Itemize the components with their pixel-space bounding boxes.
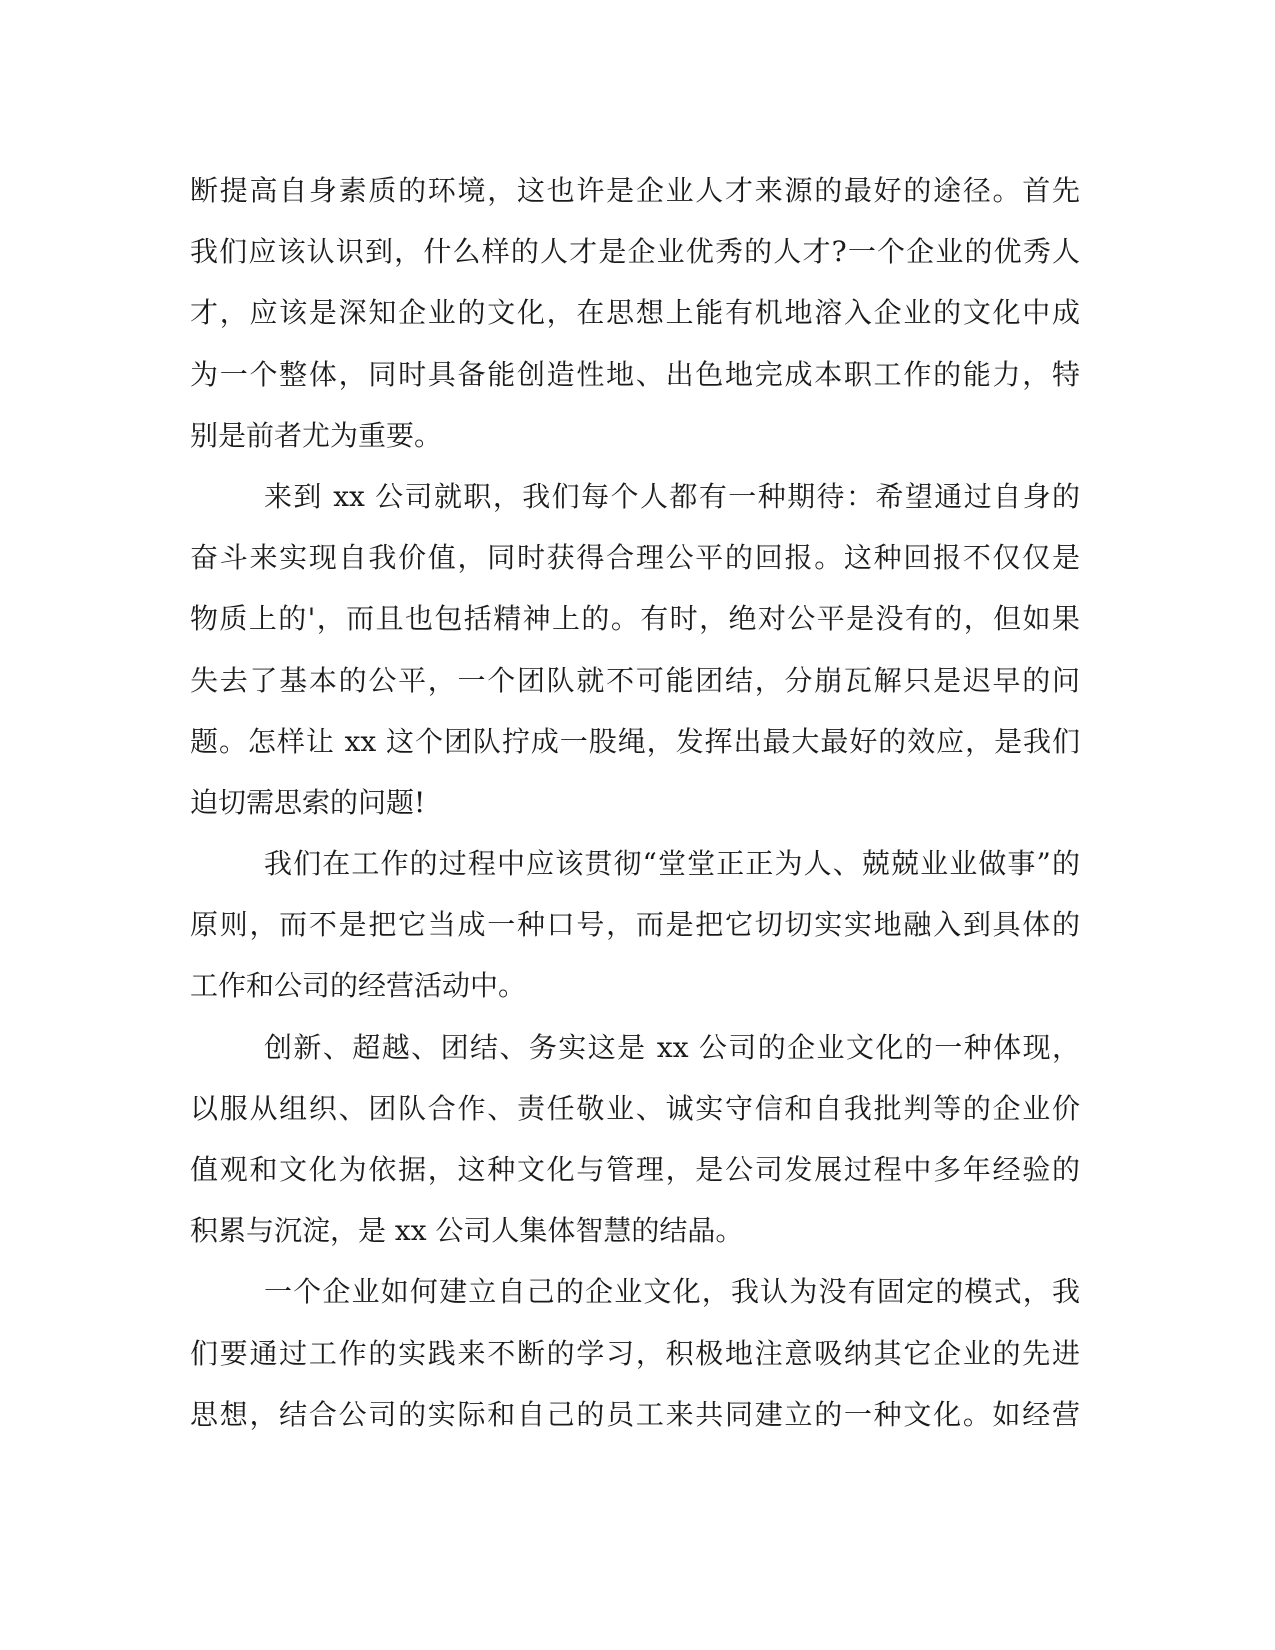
- text-line: 物质上的'，而且也包括精神上的。有时，绝对公平是没有的，但如果: [190, 602, 1080, 636]
- text-line: 为一个整体，同时具备能创造性地、出色地完成本职工作的能力，特: [190, 357, 1080, 391]
- text-line: 题。怎样让 xx 这个团队拧成一股绳，发挥出最大最好的效应，是我们: [190, 724, 1080, 758]
- text-line: 原则，而不是把它当成一种口号，而是把它切切实实地融入到具体的: [190, 908, 1080, 942]
- text-line-indented: 来到 xx 公司就职，我们每个人都有一种期待：希望通过自身的: [264, 479, 1080, 513]
- body-text: [190, 160, 1080, 1445]
- text-line: 别是前者尤为重要。: [190, 418, 443, 452]
- text-line: 们要通过工作的实践来不断的学习，积极地注意吸纳其它企业的先进: [190, 1336, 1080, 1370]
- text-line-indented: 一个企业如何建立自己的企业文化，我认为没有固定的模式，我: [264, 1275, 1080, 1309]
- text-line: 才，应该是深知企业的文化，在思想上能有机地溶入企业的文化中成: [190, 296, 1080, 330]
- text-line: 奋斗来实现自我价值，同时获得合理公平的回报。这种回报不仅仅是: [190, 541, 1080, 575]
- text-line: 以服从组织、团队合作、责任敬业、诚实守信和自我批判等的企业价: [190, 1091, 1080, 1125]
- text-line: 我们应该认识到，什么样的人才是企业优秀的人才?一个企业的优秀人: [190, 235, 1080, 269]
- text-line: 断提高自身素质的环境，这也许是企业人才来源的最好的途径。首先: [190, 174, 1080, 207]
- text-line: 工作和公司的经营活动中。: [190, 969, 527, 1003]
- text-line: 值观和文化为依据，这种文化与管理，是公司发展过程中多年经验的: [190, 1153, 1080, 1186]
- text-line-indented: 我们在工作的过程中应该贯彻“堂堂正正为人、兢兢业业做事”的: [264, 847, 1080, 881]
- text-line: 积累与沉淀，是 xx 公司人集体智慧的结晶。: [190, 1214, 744, 1248]
- text-line: 迫切需思索的问题!: [190, 785, 426, 819]
- text-line: 思想，结合公司的实际和自己的员工来共同建立的一种文化。如经营: [190, 1397, 1080, 1431]
- text-line: 失去了基本的公平，一个团队就不可能团结，分崩瓦解只是迟早的问: [190, 663, 1080, 697]
- text-line-indented: 创新、超越、团结、务实这是 xx 公司的企业文化的一种体现，: [264, 1030, 1080, 1064]
